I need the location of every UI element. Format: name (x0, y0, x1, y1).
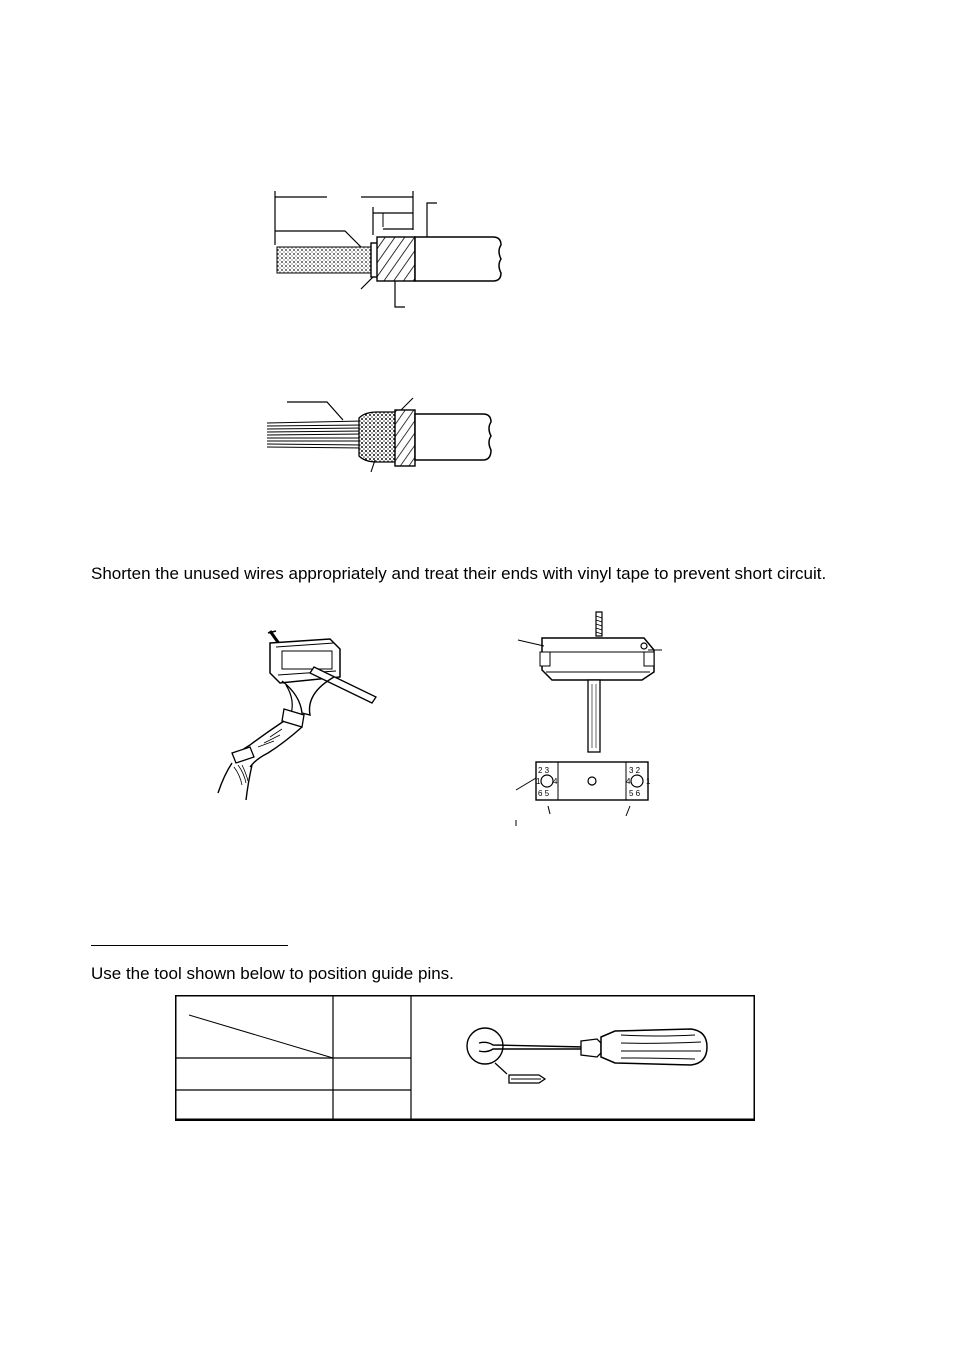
connector-pins-icon (512, 610, 672, 830)
connector-icon (210, 625, 390, 800)
paragraph-shorten-wires: Shorten the unused wires appropriately and treat their ends with vinyl tape to prevent short circuit. (91, 564, 827, 583)
pin-number-right-left: 4 (626, 777, 631, 786)
pin-numbers-right-bottom: 5 6 (629, 789, 641, 798)
tool-icon (467, 1028, 707, 1083)
pin-numbers-left-top: 2 3 (538, 766, 550, 775)
pin-number-left-side: 1 (536, 777, 541, 786)
pin-numbers-right-top: 3 2 (629, 766, 641, 775)
section-heading-underline (91, 945, 288, 946)
cable-braid-icon (265, 390, 515, 480)
paragraph-guide-pin-tool: Use the tool shown below to position guide pins. (91, 964, 454, 983)
pin-numbers-left-bottom: 6 5 (538, 789, 550, 798)
pin-number-right-side: 1 (646, 777, 651, 786)
pin-number-left-right: 4 (553, 777, 558, 786)
cable-strip-icon (265, 185, 515, 315)
tool-table (175, 995, 755, 1121)
